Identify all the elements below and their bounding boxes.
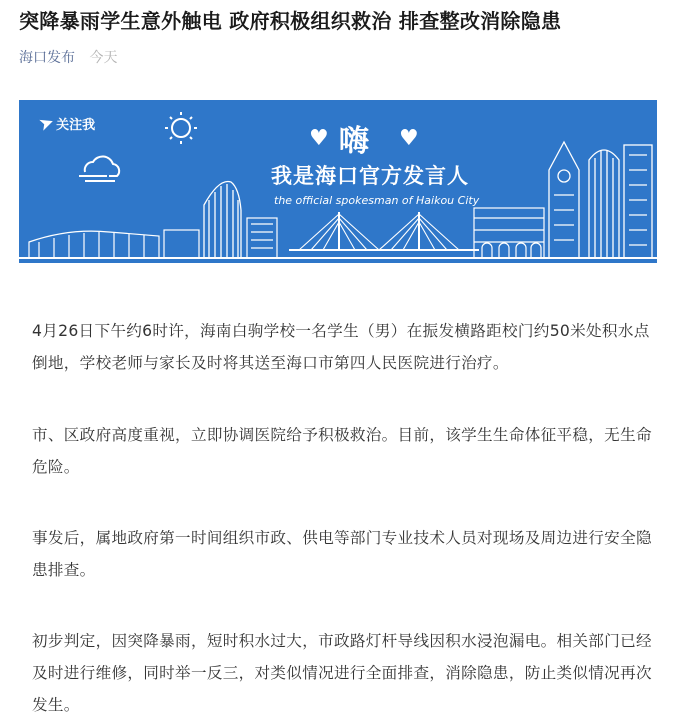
banner-slogan-english: the official spokesman of Haikou City	[274, 194, 480, 207]
skyscraper	[589, 145, 652, 258]
follow-label: 关注我	[56, 117, 96, 133]
article-meta	[19, 48, 117, 68]
article-paragraph: 4月26日下午约6时许，海南白驹学校一名学生（男）在振发横路距校门约50米处积水点倒地，学校老师与家长及时将其送至海口市第四人民医院进行治疗。	[32, 322, 650, 372]
stadium-building	[29, 231, 159, 258]
cloud-icon	[79, 156, 119, 181]
tower-building	[204, 181, 241, 258]
banner-slogan: 我是海口官方发言人	[271, 164, 469, 188]
article-paragraph: 市、区政府高度重视，立即协调医院给予积极救治。目前，该学生生命体征平稳，无生命危险。	[32, 426, 652, 476]
article-title: 突降暴雨学生意外触电 政府积极组织救治 排查整改消除隐患	[19, 9, 562, 33]
article-paragraph: 事发后，属地政府第一时间组织市政、供电等部门专业技术人员对现场及周边进行安全隐患排查。	[32, 529, 652, 579]
sun-icon	[165, 112, 197, 144]
banner-greeting: 嗨	[339, 124, 369, 159]
arcade-building	[474, 208, 544, 258]
account-name-link[interactable]: 海口发布	[19, 50, 75, 66]
banner-image	[19, 100, 657, 263]
clock-tower	[549, 142, 579, 258]
follow-button[interactable]	[35, 110, 96, 136]
publish-time: 今天	[89, 50, 118, 66]
heart-icon: ♥	[309, 126, 329, 151]
article-paragraph: 初步判定，因突降暴雨，短时积水过大，市政路灯杆导线因积水浸泡漏电。相关部门已经及时进行维修，同时举一反三，对类似情况进行全面排查，消除隐患，防止类似情况再次发生。	[32, 632, 652, 714]
arrow-icon: ➤	[35, 110, 58, 136]
bridge-illustration	[289, 212, 479, 250]
heart-icon: ♥	[399, 126, 419, 151]
